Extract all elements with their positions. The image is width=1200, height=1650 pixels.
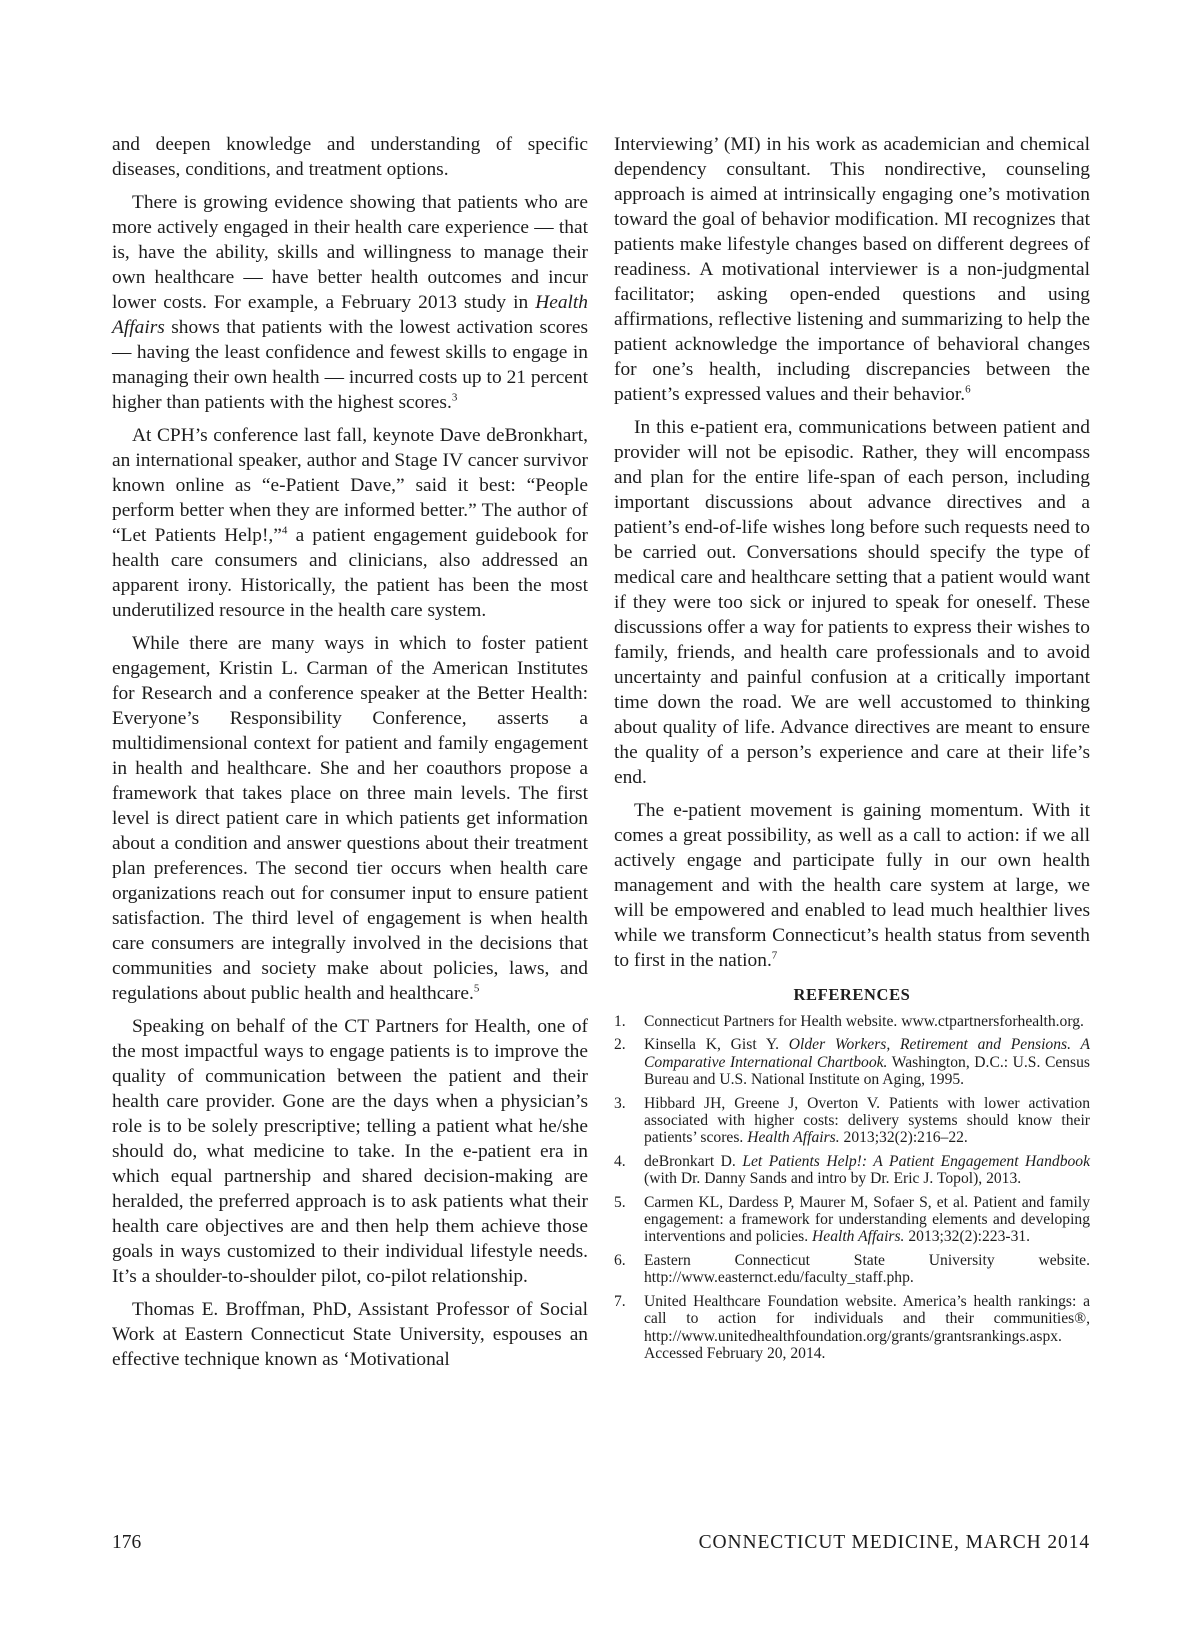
body-paragraph (112, 132, 588, 182)
text-run: deBronkart D. (644, 1152, 743, 1170)
text-run: Hibbard JH, Greene J, Overton V. Patients with lower activation associated with higher costs: delivery systems should know their patients’ scores. (644, 1094, 1090, 1147)
body-paragraph (112, 423, 588, 623)
text-run: shows that patients with the lowest activation scores — having the least confidence and fewest skills to engage in managing their own health — incurred costs up to 21 percent higher than patients with the highest scores. (112, 317, 588, 413)
text-run: 2013;32(2):223-31. (904, 1228, 1031, 1246)
body-paragraph (614, 798, 1090, 973)
body-paragraph (112, 631, 588, 1006)
page-number: 176 (112, 1532, 142, 1553)
citation-superscript: 7 (771, 949, 778, 962)
reference-text (644, 1095, 1090, 1147)
reference-item (614, 1153, 1090, 1188)
journal-running-footer: CONNECTICUT MEDICINE, MARCH 2014 (698, 1532, 1090, 1553)
text-run: Speaking on behalf of the CT Partners for Health, one of the most impactful ways to engage patients is to improve the quality of communication between the patient and their health care provider. Gone are the days when a physician’s role is to be solely prescriptive; telling a patient what he/she should do, what medicine to take. In the e-patient era in which equal partnership and shared decision-making are heralded, the preferred approach is to ask patients what their health care objectives are and then help them achieve those goals in ways customized to their individual lifestyle needs. It’s a shoulder-to-shoulder pilot, co-pilot relationship. (112, 1016, 588, 1287)
text-run: and deepen knowledge and understanding of specific diseases, conditions, and treatment options. (112, 134, 588, 180)
text-run: The e-patient movement is gaining momentum. With it comes a great possibility, as well as a call to action: if we all actively engage and participate fully in our own health management and with the health care system at large, we will be empowered and enabled to lead much healthier lives while we transform Connecticut’s health status from seventh to first in the nation. (614, 800, 1090, 971)
text-run: 2013;32(2):216–22. (839, 1129, 968, 1147)
reference-item (614, 1293, 1090, 1363)
reference-number: 7. (614, 1292, 626, 1310)
reference-text (644, 1194, 1090, 1246)
right-column (614, 132, 1090, 1368)
reference-number: 3. (614, 1094, 626, 1112)
citation-superscript: 3 (451, 391, 458, 404)
text-run: Carmen KL, Dardess P, Maurer M, Sofaer S, et al. Patient and family engagement: a framework for understanding elements and developing interventions and policies. (644, 1193, 1090, 1246)
left-column (112, 132, 588, 1380)
reference-item (614, 1252, 1090, 1287)
reference-item (614, 1194, 1090, 1246)
reference-number: 1. (614, 1013, 626, 1030)
references-list (614, 1013, 1090, 1362)
text-run: While there are many ways in which to foster patient engagement, Kristin L. Carman of the American Institutes for Research and a conference speaker at the Better Health: Everyone’s Responsibility Conference, asserts a multidimensional context for patient and family engagement in health and healthcare. She and her coauthors propose a framework that takes place on three main levels. The first level is direct patient care in which patients get information about a condition and answer questions about their treatment plan preferences. The second tier occurs when health care organizations reach out for consumer input to ensure patient satisfaction. The third level of engagement is when health care consumers are integrally involved in the decisions that communities and society make about policies, laws, and regulations about public health and healthcare. (112, 633, 588, 1004)
italic-title: Health Affairs. (812, 1228, 905, 1246)
text-run: Interviewing’ (MI) in his work as academician and chemical dependency consultant. This nondirective, counseling approach is aimed at intrinsically engaging one’s motivation toward the goal of behavior modification. MI recognizes that patients make lifestyle changes based on different degrees of readiness. A motivational interviewer is a non-judgmental facilitator; asking open-ended questions and using affirmations, reflective listening and summarizing to help the patient acknowledge the importance of behavioral changes for one’s health, including discrepancies between the patient’s expressed values and their behavior. (614, 134, 1090, 405)
body-paragraph (614, 415, 1090, 790)
citation-superscript: 4 (281, 524, 288, 537)
reference-item (614, 1036, 1090, 1088)
text-run: Connecticut Partners for Health website. www.ctpartnersforhealth.org. (644, 1013, 1084, 1030)
reference-number: 2. (614, 1036, 626, 1054)
italic-title: Health Affairs. (747, 1129, 840, 1147)
reference-text (644, 1036, 1090, 1088)
references-heading: REFERENCES (793, 985, 911, 1004)
italic-title: Health Affairs (112, 292, 588, 338)
citation-superscript: 5 (473, 982, 480, 995)
body-paragraph (112, 190, 588, 415)
text-run: Washington, D.C.: U.S. Census Bureau and U.S. National Institute on Aging, 1995. (644, 1053, 1090, 1089)
citation-superscript: 6 (965, 383, 971, 396)
text-run: Kinsella K, Gist Y. (644, 1036, 789, 1054)
text-run: Eastern Connecticut State University website. http://www.easternct.edu/faculty_staff.php. (644, 1251, 1090, 1287)
reference-number: 5. (614, 1193, 626, 1211)
text-run: United Healthcare Foundation website. America’s health rankings: a call to action for individuals and their communities®, http://www.unitedhealthfoundation.org/grants/grantsrankings.aspx. Accessed February 20, 2014. (644, 1292, 1090, 1362)
body-paragraph (112, 1014, 588, 1289)
reference-text (644, 1153, 1090, 1188)
text-run: In this e-patient era, communications between patient and provider will not be episodic. Rather, they will encompass and plan for the entire life-span of each person, including important discussions about advance directives and a patient’s end-of-life wishes long before such requests need to be carried out. Conversations should specify the type of medical care and healthcare setting that a patient would want if they were too sick or injured to speak for oneself. These discussions offer a way for patients to express their wishes to family, friends, and health care professionals and to avoid uncertainty and painful confusion at a critically important time down the road. We are well accustomed to thinking about quality of life. Advance directives are meant to ensure the quality of a person’s experience and care at their life’s end. (614, 417, 1090, 788)
body-paragraph (112, 1297, 588, 1372)
text-run: (with Dr. Danny Sands and intro by Dr. Eric J. Topol), 2013. (644, 1170, 1022, 1188)
right-column-body (614, 132, 1090, 973)
text-run: There is growing evidence showing that patients who are more actively engaged in their health care experience — that is, have the ability, skills and willingness to manage their own healthcare — have better health outcomes and incur lower costs. For example, a February 2013 study in (112, 192, 588, 313)
reference-text (644, 1013, 1090, 1030)
reference-text (644, 1293, 1090, 1363)
text-run: At CPH’s conference last fall, keynote Dave deBronkhart, an international speaker, author and Stage IV cancer survivor known online as “e-Patient Dave,” said it best: “People perform better when they are informed better.” The author of “Let Patients Help!,” (112, 425, 588, 546)
reference-item (614, 1095, 1090, 1147)
italic-title: Let Patients Help!: A Patient Engagement Handbook (742, 1152, 1091, 1170)
italic-title: Older Workers, Retirement and Pensions. A Comparative International Chartbook. (644, 1036, 1090, 1071)
reference-number: 6. (614, 1251, 626, 1269)
reference-text (644, 1252, 1090, 1287)
text-run: a patient engagement guidebook for health care consumers and clinicians, also addressed an apparent irony. Historically, the patient has been the most underutilized resource in the health care system. (112, 525, 588, 621)
text-run: Thomas E. Broffman, PhD, Assistant Professor of Social Work at Eastern Connecticut State University, espouses an effective technique known as ‘Motivational (112, 1299, 588, 1370)
body-paragraph (614, 132, 1090, 407)
reference-item (614, 1013, 1090, 1030)
reference-number: 4. (614, 1152, 626, 1170)
